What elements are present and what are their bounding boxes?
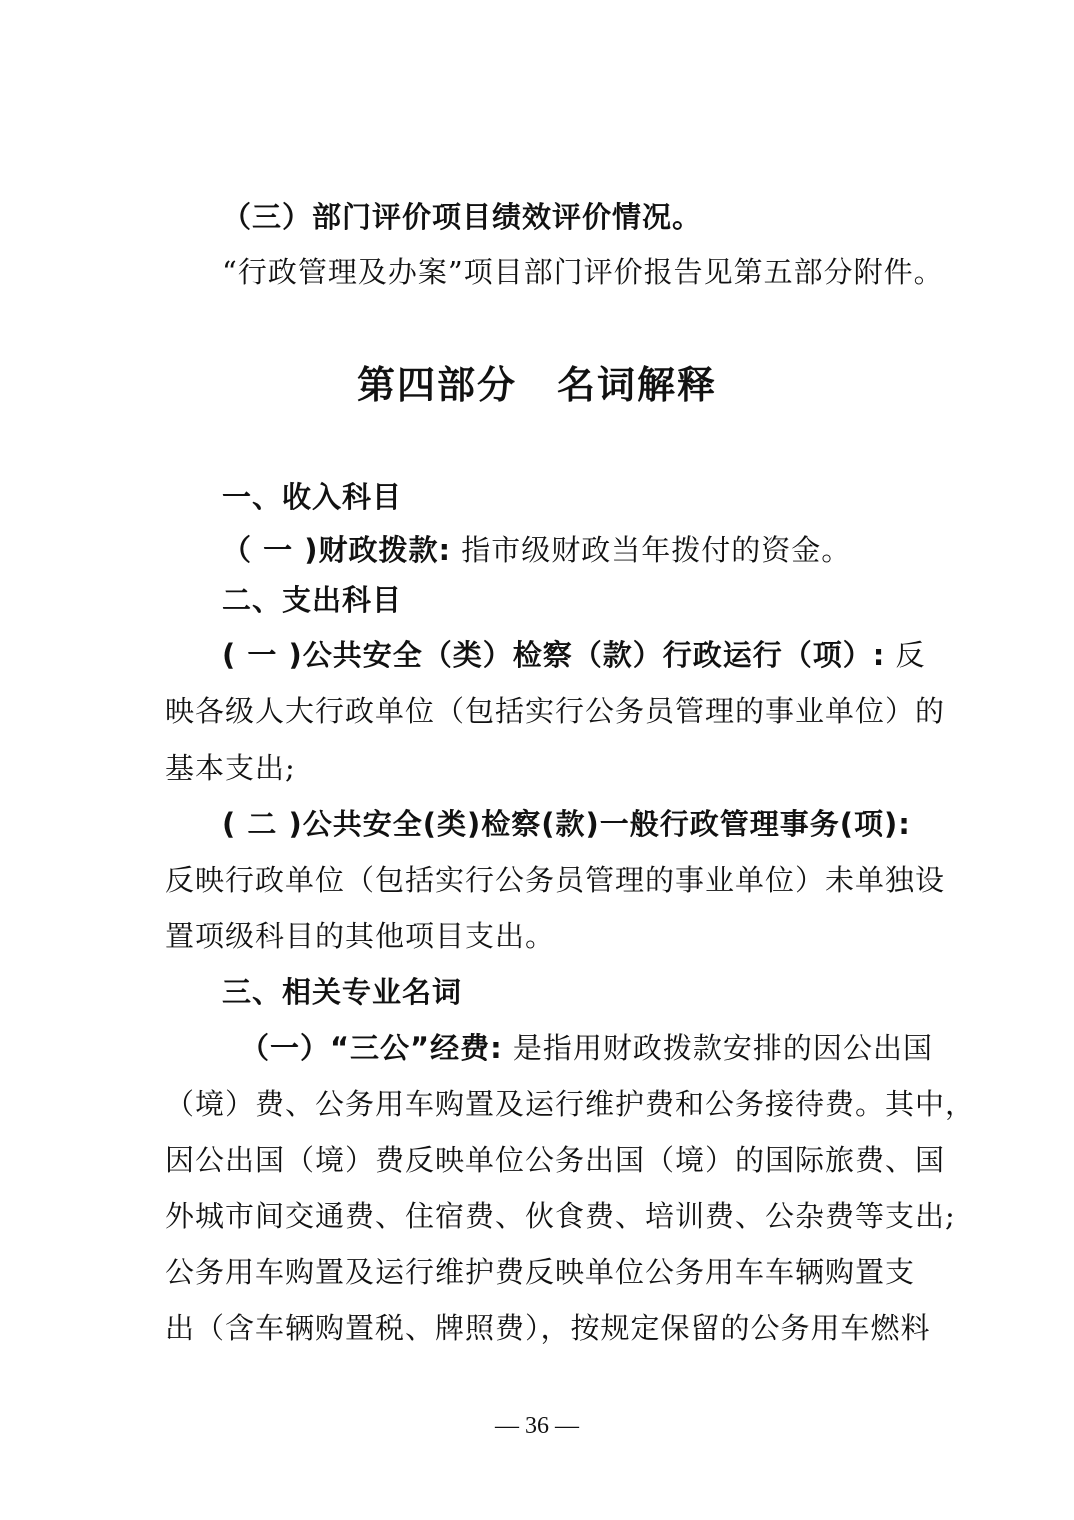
term-definition: 是指用财政拨款安排的因公出国	[502, 1031, 933, 1065]
paragraph-text: 反映行政单位（包括实行公务员管理的事业单位）未单独设	[165, 863, 946, 897]
section-heading-text: （三）部门评价项目绩效评价情况。	[222, 200, 703, 234]
paragraph-text: 出（含车辆购置税、牌照费），按规定保留的公务用车燃料	[165, 1311, 931, 1345]
expenditure-item2-line3	[165, 916, 910, 956]
paragraph-text: 基本支出;	[165, 751, 296, 785]
paragraph-text: 公务用车购置及运行维护费反映单位公务用车车辆购置支	[165, 1255, 916, 1289]
income-item-fiscal	[222, 530, 910, 570]
paragraph-performance-report	[222, 252, 944, 292]
term-label: ( 二 )公共安全(类)检察(款)一般行政管理事务(项):	[222, 807, 911, 841]
term-label: （ 一 )财政拨款:	[222, 533, 452, 567]
expenditure-item1-line2	[165, 691, 946, 731]
expenditure-item1-line1	[222, 635, 926, 675]
paragraph-text: 因公出国（境）费反映单位公务出国（境）的国际旅费、国	[165, 1143, 946, 1177]
paragraph-text: 映各级人大行政单位（包括实行公务员管理的事业单位）的	[165, 694, 946, 728]
paragraph-text: （境）费、公务用车购置及运行维护费和公务接待费。其中，	[165, 1087, 976, 1121]
section-heading-performance	[222, 197, 910, 237]
terms-item1-line5	[165, 1252, 916, 1292]
term-label: （一）“三公”经费:	[240, 1031, 503, 1065]
terms-heading-text: 三、相关专业名词	[222, 975, 463, 1009]
terms-item1-line6	[165, 1308, 931, 1348]
income-heading	[222, 477, 910, 517]
expenditure-heading	[222, 580, 910, 620]
part-title: 第四部分 名词解释	[356, 363, 717, 407]
paragraph-text: 外城市间交通费、住宿费、伙食费、培训费、公杂费等支出;	[165, 1199, 956, 1233]
expenditure-item2-line2	[165, 860, 946, 900]
page-number: — 36 —	[495, 1413, 579, 1439]
terms-item1-line1	[240, 1028, 933, 1068]
terms-item1-line2	[165, 1084, 976, 1124]
expenditure-heading-text: 二、支出科目	[222, 583, 403, 617]
income-heading-text: 一、收入科目	[222, 480, 403, 514]
terms-item1-line4	[165, 1196, 956, 1236]
term-definition: 指市级财政当年拨付的资金。	[451, 533, 852, 567]
paragraph-text: “行政管理及办案”项目部门评价报告见第五部分附件。	[222, 255, 944, 289]
expenditure-item2-line1	[222, 804, 910, 844]
expenditure-item1-line3	[165, 748, 910, 788]
term-definition: 反	[885, 638, 926, 672]
paragraph-text: 置项级科目的其他项目支出。	[165, 919, 556, 953]
term-label: ( 一 )公共安全（类）检察（款）行政运行（项）:	[222, 638, 886, 672]
terms-item1-line3	[165, 1140, 946, 1180]
terms-heading	[222, 972, 910, 1012]
